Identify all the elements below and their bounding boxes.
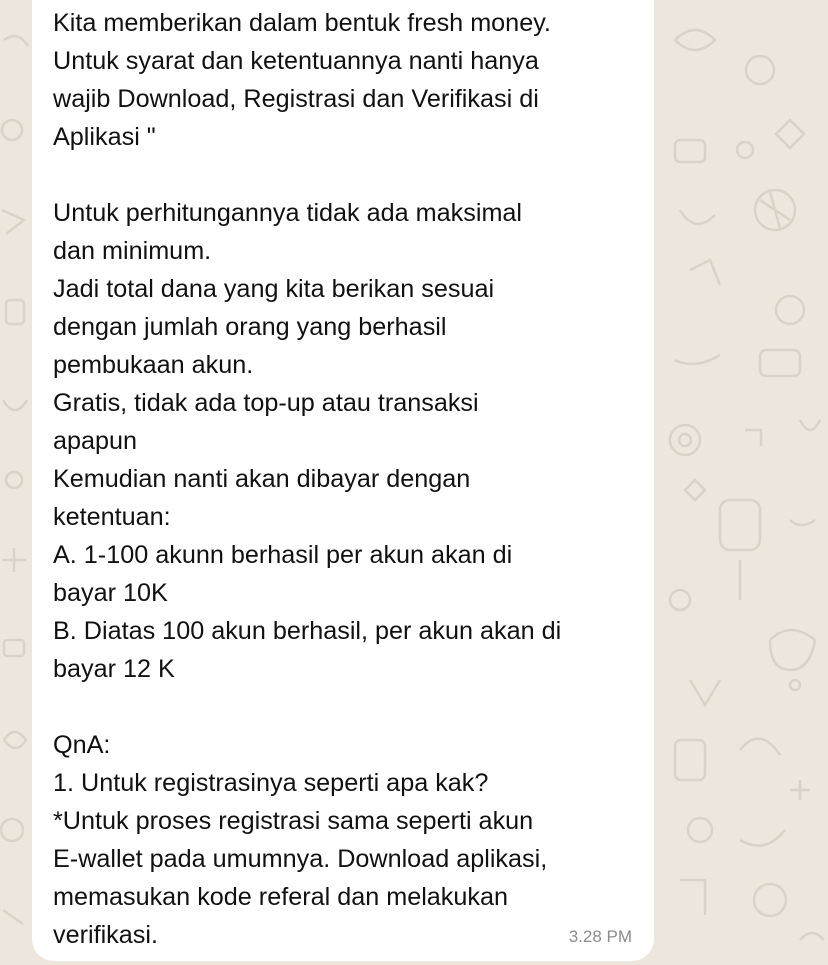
message-timestamp: 3.28 PM	[568, 927, 632, 946]
message-text: Kita memberikan dalam bentuk fresh money. Untuk syarat dan ketentuannya nanti hanya wajib Download, Registrasi dan Verifikasi di Aplikasi " Untuk perhitungannya tidak ada maksimal dan minimum. Jadi total dana yang kita berikan sesuai dengan jumlah orang yang berhasil pembukaan akun. Gratis, tidak ada top-up atau transaksi apapun Kemudian nanti akan dibayar dengan ketentuan: A. 1-100 akunn berhasil per akun akan di bayar 10K B. Diatas 100 akun berhasil, per akun akan di bayar 12 K QnA: 1. Untuk registrasinya seperti apa kak? *Untuk proses registrasi sama seperti akun E-wallet pada umumnya. Download aplikasi, memasukan kode referal dan melakukan verifikasi.	[53, 9, 562, 949]
message-bubble[interactable]	[32, 0, 654, 961]
